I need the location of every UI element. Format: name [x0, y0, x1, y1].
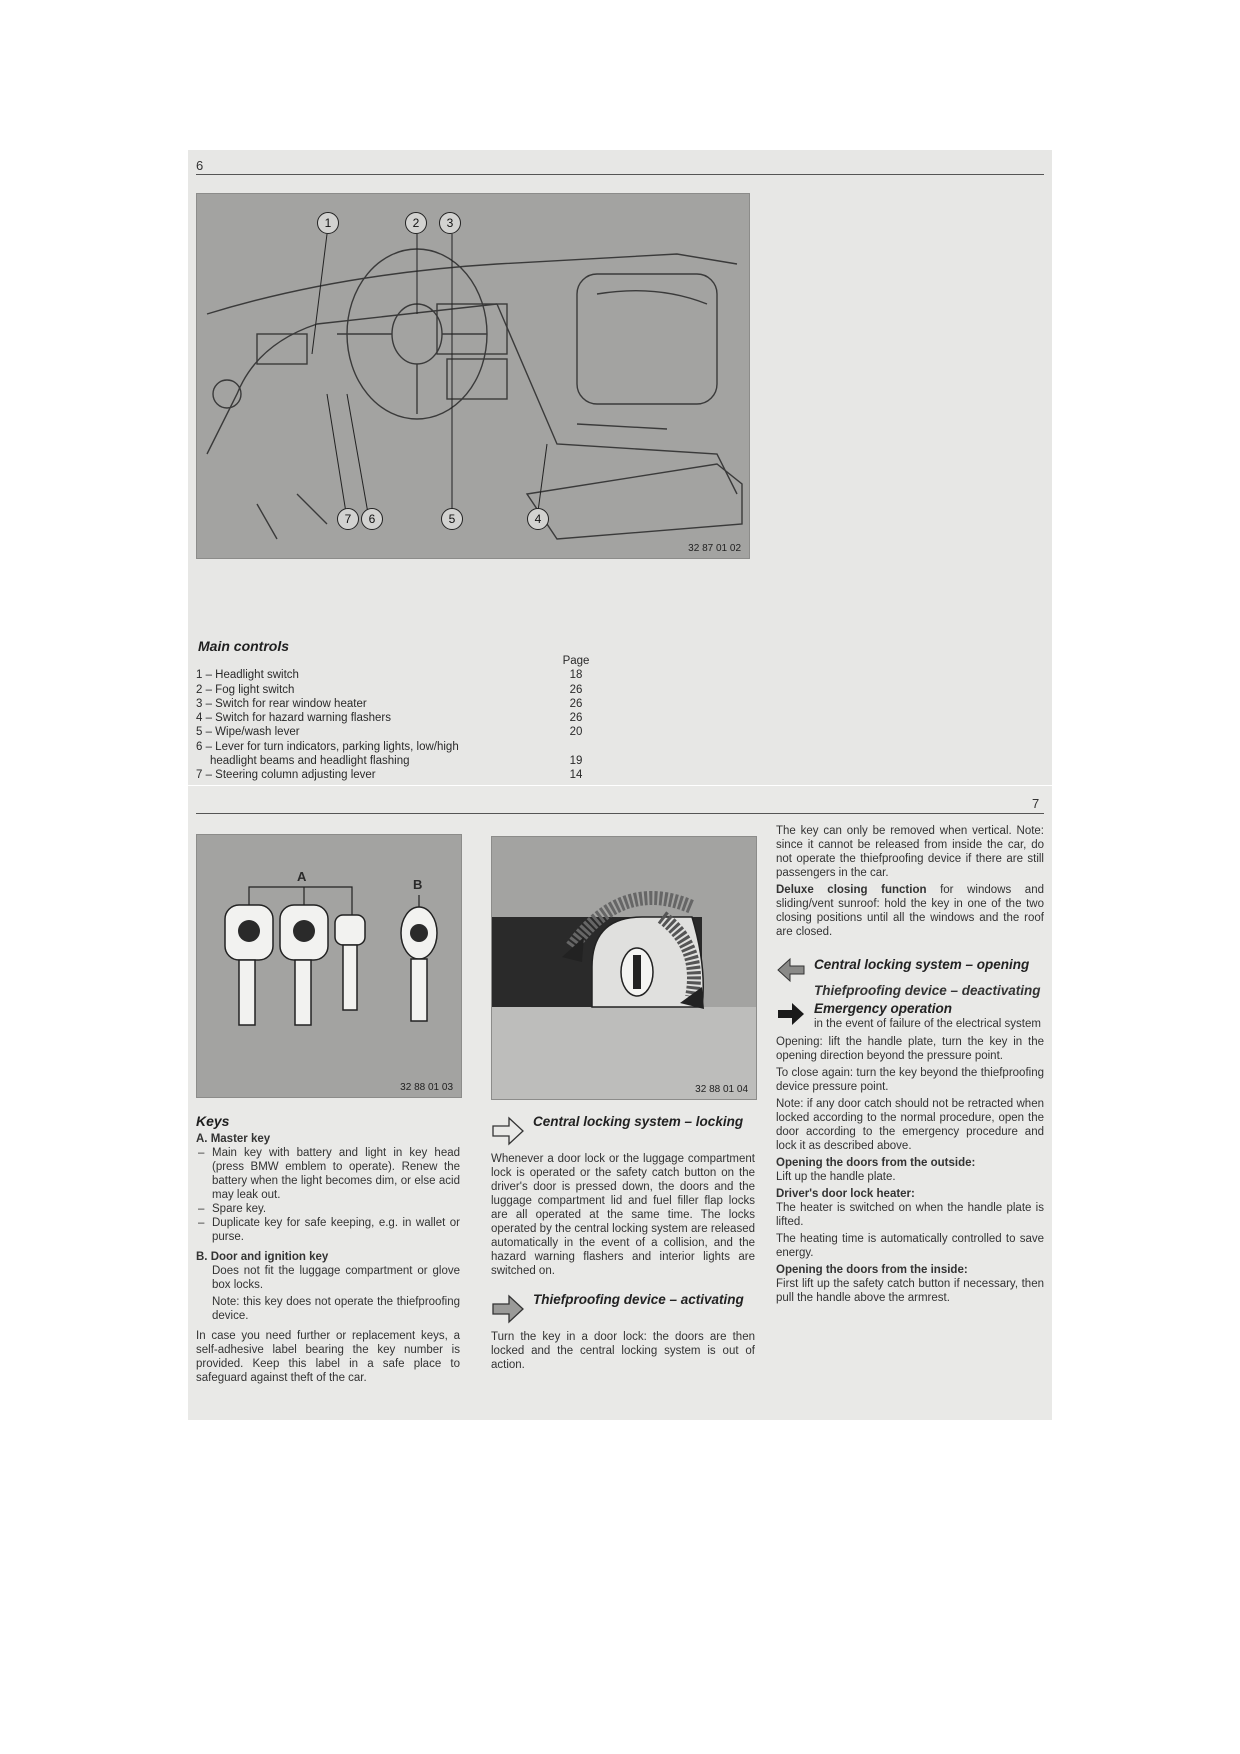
key-label-b: B — [413, 877, 423, 892]
keys-column — [196, 1114, 460, 1388]
key-removal-text: The key can only be removed when vertical. Note: since it cannot be released from inside the car, do not operate the thiefproofing device if there are still passengers in the car. — [776, 825, 1044, 879]
callout-3: 3 — [439, 212, 461, 234]
opening-title: Central locking system – opening — [814, 957, 1030, 972]
page-column-header: Page — [562, 655, 590, 667]
grey-arrow-left-icon — [776, 957, 806, 983]
main-controls-heading: Main controls — [198, 638, 290, 654]
deluxe-closing-text: for windows and sliding/vent sunroof: hold the key in one of the two closing positions until all the windows and the roof are closed. — [776, 884, 1044, 938]
dotted-arrow-icon — [491, 1292, 525, 1326]
door-key-title: B. Door and ignition key — [196, 1251, 329, 1263]
heating-time-text: The heating time is automatically controlled to save energy. — [776, 1233, 1044, 1259]
master-key-title: A. Master key — [196, 1133, 271, 1145]
emergency-title: Emergency operation — [814, 1001, 953, 1016]
keys-heading: Keys — [196, 1113, 230, 1129]
key-label-a: A — [297, 869, 307, 884]
figure-code: 32 88 01 04 — [695, 1084, 748, 1095]
page-column-header-row — [196, 654, 596, 668]
outline-arrow-icon — [491, 1114, 525, 1148]
list-item: headlight beams and headlight flashing 19 — [210, 755, 583, 768]
callout-6: 6 — [361, 508, 383, 530]
opening-text: Opening: lift the handle plate, turn the key in the opening direction beyond the pressure point. — [776, 1036, 1044, 1062]
page-number: 7 — [1032, 796, 1040, 811]
page-number: 6 — [196, 158, 204, 173]
callout-2: 2 — [405, 212, 427, 234]
page-7 — [188, 786, 1052, 1420]
list-item: 2 – Fog light switch 26 — [196, 683, 583, 696]
inside-text: First lift up the safety catch button if necessary, then pull the handle above the armrest. — [776, 1278, 1044, 1304]
heater-text: The heater is switched on when the handle plate is lifted. — [776, 1202, 1044, 1228]
replacement-text: In case you need further or replacement keys, a self-adhesive label bearing the key number is provided. Keep this label in a safe place to safeguard against theft of the car. — [196, 1330, 460, 1384]
callout-7: 7 — [337, 508, 359, 530]
list-item: 1 – Headlight switch 18 — [196, 669, 583, 682]
list-item: 6 – Lever for turn indicators, parking lights, low/high — [196, 740, 459, 753]
list-item: – Main key with battery and light in key head (press BMW emblem to operate). Renew the battery when the light becomes dim, or else acid may leak out. — [196, 1146, 460, 1202]
close-again-text: To close again: turn the key beyond the thiefproofing device pressure point. — [776, 1067, 1044, 1093]
deactivating-title: Thiefproofing device – deactivating — [814, 983, 1041, 998]
figure-code: 32 88 01 03 — [400, 1082, 453, 1093]
list-item: 3 – Switch for rear window heater 26 — [196, 697, 583, 710]
list-item: 4 – Switch for hazard warning flashers 26 — [196, 712, 583, 725]
list-item: 7 – Steering column adjusting lever 14 — [196, 769, 583, 782]
opening-headings — [776, 957, 1044, 1031]
central-locking-heading: Central locking system – locking — [491, 1114, 755, 1148]
main-controls-list — [196, 646, 596, 783]
callout-4: 4 — [527, 508, 549, 530]
heater-title: Driver's door lock heater: — [776, 1188, 915, 1200]
list-item: – Duplicate key for safe keeping, e.g. in wallet or purse. — [196, 1216, 460, 1244]
black-arrow-right-icon — [776, 1001, 806, 1027]
outside-text: Lift up the handle plate. — [776, 1171, 896, 1183]
inside-title: Opening the doors from the inside: — [776, 1264, 968, 1276]
list-item: 5 – Wipe/wash lever 20 — [196, 726, 583, 739]
callout-1: 1 — [317, 212, 339, 234]
opening-column — [776, 824, 1044, 1308]
central-locking-text: Whenever a door lock or the luggage compartment lock is operated or the safety catch button on the driver's door is pressed down, the doors and the luggage compartment lid and fuel filler flap locks are all operated at the same time. The locks operated by the central locking system are released automatically in the event of a collision, and the hazard warning flashers and interior lights are switched on. — [491, 1153, 755, 1277]
keys-illustration — [196, 834, 462, 1098]
callout-5: 5 — [441, 508, 463, 530]
header-rule — [196, 174, 1044, 175]
central-locking-column — [491, 1114, 755, 1375]
figure-code: 32 87 01 02 — [688, 543, 741, 554]
page-6 — [188, 150, 1052, 785]
dashboard-illustration — [196, 193, 750, 559]
list-item: – Spare key. — [196, 1202, 460, 1216]
thief-activating-text: Turn the key in a door lock: the doors are then locked and the central locking system is out of action. — [491, 1331, 755, 1371]
door-lock-illustration — [491, 836, 757, 1100]
master-key-list — [196, 1146, 460, 1244]
emergency-text: in the event of failure of the electrical system — [814, 1018, 1041, 1030]
door-key-text: Does not fit the luggage compartment or glove box locks. — [212, 1265, 460, 1291]
outside-title: Opening the doors from the outside: — [776, 1157, 976, 1169]
door-catch-note: Note: if any door catch should not be retracted when locked according to the normal procedure, open the door according to the emergency procedure and lock it as described above. — [776, 1098, 1044, 1152]
deluxe-closing-title: Deluxe closing function — [776, 884, 927, 896]
thief-activating-heading: Thiefproofing device – activating — [491, 1292, 755, 1326]
door-key-note: Note: this key does not operate the thiefproofing device. — [212, 1296, 460, 1322]
header-rule — [196, 813, 1044, 814]
